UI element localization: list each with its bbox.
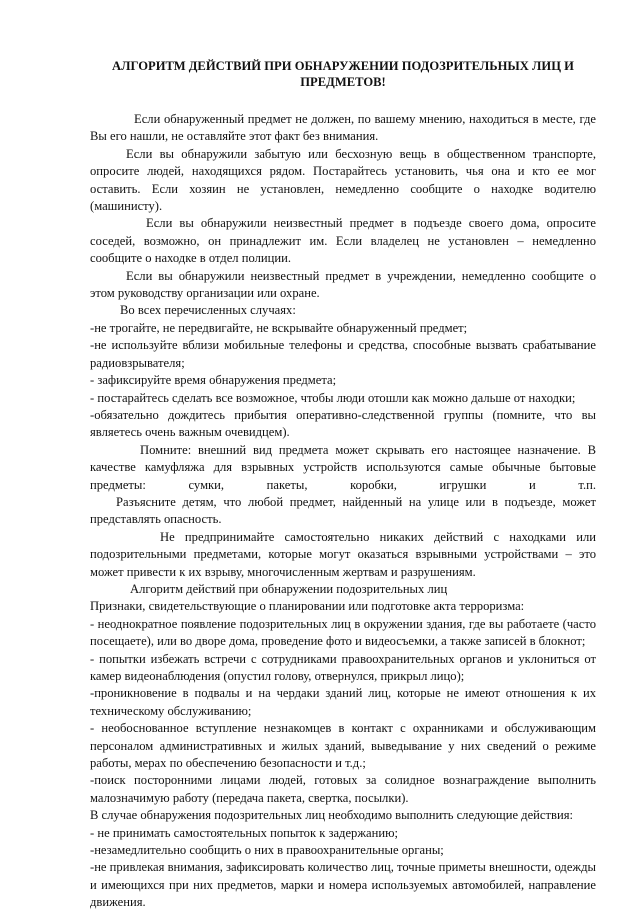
paragraph-actions: В случае обнаружения подозрительных лиц необходимо выполнить следующие действия: (90, 808, 573, 823)
list-item: -не трогайте, не передвигайте, не вскрывайте обнаруженный предмет; (90, 320, 468, 335)
paragraph-institution: Если вы обнаружили неизвестный предмет в учреждении, немедленно сообщите о этом руководству организации или охране. (90, 268, 596, 301)
list-item: -проникновение в подвалы и на чердаки зданий лиц, которые не имеют отношения к их техническому обслуживанию; (90, 686, 596, 718)
section-heading: Алгоритм действий при обнаружении подозрительных лиц (130, 581, 448, 596)
list-item: -поиск посторонними лицами людей, готовых за солидное вознаграждение выполнить малозначимую работу (передача пакета, свертка, посылки). (90, 773, 596, 805)
paragraph-unattended-item: Если обнаруженный предмет не должен, по вашему мнению, находиться в месте, где Вы его нашли, не оставляйте этот факт без внимания. (90, 112, 596, 144)
list-item: -не привлекая внимания, зафиксировать количество лиц, точные приметы внешности, одежды и имеющихся при них предметов, марки и номера используемых автомобилей, направление движения. (90, 860, 596, 910)
list-item: -не используйте вблизи мобильные телефоны и средства, способные вызвать срабатывание радиовзрывателя; (90, 338, 596, 370)
list-item: - постарайтесь сделать все возможное, чтобы люди отошли как можно дальше от находки; (90, 390, 576, 405)
document-page (90, 58, 596, 912)
list-item: - необоснованное вступление незнакомцев в контакт с охранниками и обслуживающим персоналом административных и жилых зданий, выведывание у них сведений о режиме работы, мерах по обеспечению безопасности и т.д.; (90, 721, 596, 771)
list-item: - попытки избежать встречи с сотрудниками правоохранительных органов и уклониться от камер видеонаблюдения (опустил голову, отвернулся, прикрыл лицо); (90, 651, 596, 683)
list-item: - не принимать самостоятельных попыток к задержанию; (90, 825, 399, 840)
paragraph-do-not-act: Не предпринимайте самостоятельно никаких действий с находками или подозрительными предметами, которые могут оказаться взрывными устройствами – это может привести к их взрыву, многочисленным жертвам и разрушениям. (90, 529, 596, 579)
paragraph-entrance: Если вы обнаружили неизвестный предмет в подъезде своего дома, опросите соседей, возможно, он принадлежит им. Если владелец не установлен – немедленно сообщите о находке в отдел полиции. (90, 216, 596, 266)
paragraph-remember: Помните: внешний вид предмета может скрывать его настоящее назначение. В качестве камуфляжа для взрывных устройств используются самые обычные бытовые предметы: сумки, пакеты, коробки, игрушки и т.п. (90, 442, 596, 492)
paragraph-public-transport: Если вы обнаружили забытую или бесхозную вещь в общественном транспорте, опросите людей, находящихся рядом. Постарайтесь установить, чья она и кто ее мог оставить. Если хозяин не установлен, немедленно сообщите о находке водителю (машинисту). (90, 146, 596, 214)
paragraph-children: Разъясните детям, что любой предмет, найденный на улице или в подъезде, может представлять опасность. (90, 494, 596, 527)
list-item: -обязательно дождитесь прибытия оперативно-следственной группы (помните, что вы являетесь очень важным очевидцем). (90, 407, 596, 440)
document-title: АЛГОРИТМ ДЕЙСТВИЙ ПРИ ОБНАРУЖЕНИИ ПОДОЗРИТЕЛЬНЫХ ЛИЦ И ПРЕДМЕТОВ! (112, 59, 574, 89)
paragraph-signs: Признаки, свидетельствующие о планировании или подготовке акта терроризма: (90, 599, 525, 614)
list-item: - неоднократное появление подозрительных лиц в окружении здания, где вы работаете (часто посещаете), или во дворе дома, проведение фото и видеосъемки, а также записей в блокнот; (90, 616, 596, 649)
list-item: - зафиксируйте время обнаружения предмета; (90, 373, 337, 388)
paragraph-all-cases: Во всех перечисленных случаях: (120, 303, 296, 318)
list-item: -незамедлительно сообщить о них в правоохранительные органы; (90, 843, 444, 858)
